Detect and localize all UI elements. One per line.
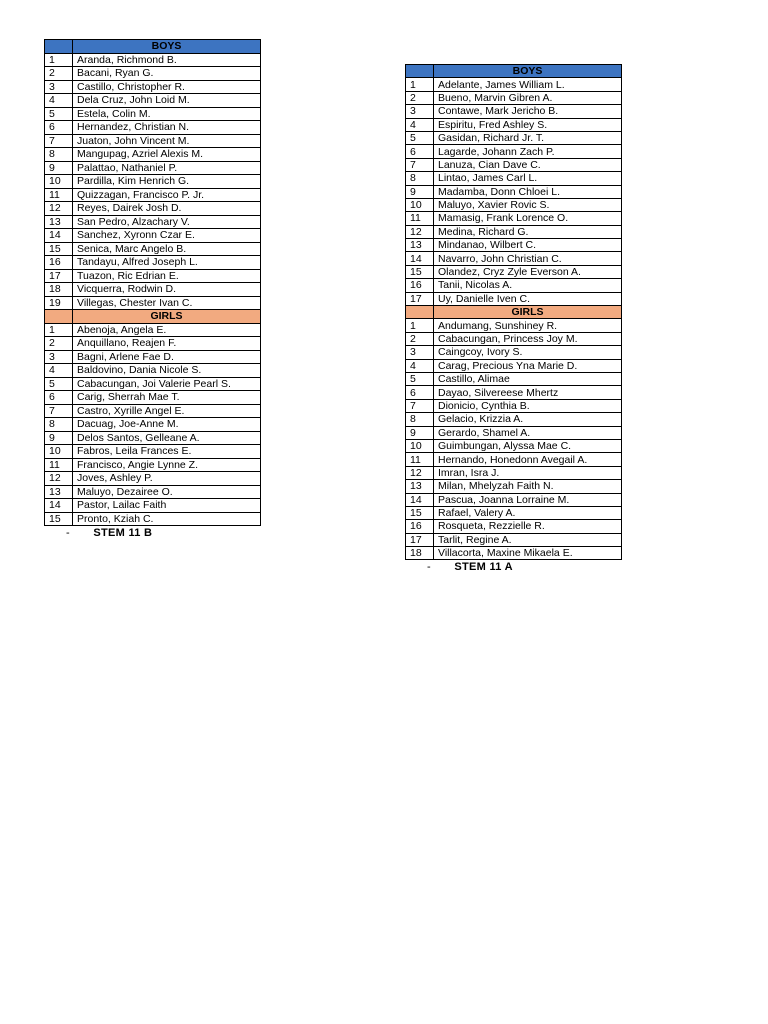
student-name: Andumang, Sunshiney R. bbox=[434, 319, 622, 332]
student-name: Pascua, Joanna Lorraine M. bbox=[434, 493, 622, 506]
student-name: Bueno, Marvin Gibren A. bbox=[434, 91, 622, 104]
student-name: Dionicio, Cynthia B. bbox=[434, 399, 622, 412]
student-name: Maluyo, Dezairee O. bbox=[73, 485, 261, 499]
student-name: Gelacio, Krizzia A. bbox=[434, 413, 622, 426]
student-number: 16 bbox=[406, 520, 434, 533]
student-row bbox=[406, 212, 622, 225]
student-number: 10 bbox=[406, 439, 434, 452]
student-row bbox=[406, 359, 622, 372]
student-name: Juaton, John Vincent M. bbox=[73, 134, 261, 148]
student-number: 12 bbox=[45, 202, 73, 216]
student-row bbox=[45, 67, 261, 81]
student-number: 11 bbox=[406, 212, 434, 225]
student-number: 14 bbox=[406, 252, 434, 265]
student-row bbox=[45, 364, 261, 378]
student-row bbox=[45, 256, 261, 270]
student-number: 5 bbox=[406, 131, 434, 144]
student-number: 3 bbox=[406, 105, 434, 118]
student-name: San Pedro, Alzachary V. bbox=[73, 215, 261, 229]
student-name: Gerardo, Shamel A. bbox=[434, 426, 622, 439]
student-name: Caingcoy, Ivory S. bbox=[434, 346, 622, 359]
header-number-cell bbox=[406, 306, 434, 319]
student-number: 9 bbox=[45, 161, 73, 175]
girls-header: GIRLS bbox=[434, 306, 622, 319]
student-number: 1 bbox=[406, 78, 434, 91]
student-number: 9 bbox=[45, 431, 73, 445]
student-number: 2 bbox=[406, 91, 434, 104]
student-number: 7 bbox=[45, 134, 73, 148]
student-number: 1 bbox=[45, 53, 73, 67]
student-row bbox=[406, 332, 622, 345]
student-row bbox=[45, 472, 261, 486]
girls-header-row bbox=[406, 306, 622, 319]
student-number: 17 bbox=[406, 533, 434, 546]
student-name: Aranda, Richmond B. bbox=[73, 53, 261, 67]
student-number: 2 bbox=[45, 67, 73, 81]
student-number: 6 bbox=[406, 145, 434, 158]
student-row bbox=[406, 78, 622, 91]
student-name: Navarro, John Christian C. bbox=[434, 252, 622, 265]
student-name: Rafael, Valery A. bbox=[434, 506, 622, 519]
student-name: Dela Cruz, John Loid M. bbox=[73, 94, 261, 108]
student-number: 13 bbox=[45, 215, 73, 229]
student-number: 14 bbox=[45, 229, 73, 243]
student-row bbox=[45, 296, 261, 310]
student-number: 6 bbox=[45, 391, 73, 405]
student-name: Adelante, James William L. bbox=[434, 78, 622, 91]
student-number: 7 bbox=[406, 158, 434, 171]
student-name: Villegas, Chester Ivan C. bbox=[73, 296, 261, 310]
student-name: Carag, Precious Yna Marie D. bbox=[434, 359, 622, 372]
student-number: 6 bbox=[406, 386, 434, 399]
student-row bbox=[406, 493, 622, 506]
boys-header: BOYS bbox=[73, 40, 261, 54]
student-number: 15 bbox=[45, 242, 73, 256]
student-name: Delos Santos, Gelleane A. bbox=[73, 431, 261, 445]
student-row bbox=[45, 53, 261, 67]
student-name: Castillo, Christopher R. bbox=[73, 80, 261, 94]
student-row bbox=[45, 202, 261, 216]
student-name: Tarlit, Regine A. bbox=[434, 533, 622, 546]
student-name: Olandez, Cryz Zyle Everson A. bbox=[434, 265, 622, 278]
student-row bbox=[45, 485, 261, 499]
student-row bbox=[406, 185, 622, 198]
student-row bbox=[406, 506, 622, 519]
student-number: 5 bbox=[45, 377, 73, 391]
student-row bbox=[406, 399, 622, 412]
student-row bbox=[406, 198, 622, 211]
student-row bbox=[45, 121, 261, 135]
student-row bbox=[406, 265, 622, 278]
student-row bbox=[406, 91, 622, 104]
student-number: 9 bbox=[406, 426, 434, 439]
student-row bbox=[406, 466, 622, 479]
student-number: 1 bbox=[406, 319, 434, 332]
student-name: Palattao, Nathaniel P. bbox=[73, 161, 261, 175]
student-number: 3 bbox=[45, 350, 73, 364]
student-name: Mindanao, Wilbert C. bbox=[434, 239, 622, 252]
boys-header-row bbox=[45, 40, 261, 54]
student-number: 1 bbox=[45, 323, 73, 337]
student-number: 2 bbox=[406, 332, 434, 345]
student-name: Carig, Sherrah Mae T. bbox=[73, 391, 261, 405]
student-number: 15 bbox=[406, 265, 434, 278]
student-row bbox=[406, 533, 622, 546]
student-name: Guimbungan, Alyssa Mae C. bbox=[434, 439, 622, 452]
boys-header-row bbox=[406, 65, 622, 78]
student-number: 12 bbox=[45, 472, 73, 486]
student-number: 12 bbox=[406, 225, 434, 238]
student-row bbox=[45, 242, 261, 256]
student-row bbox=[45, 269, 261, 283]
roster-table bbox=[405, 64, 622, 560]
student-number: 11 bbox=[45, 188, 73, 202]
student-name: Sanchez, Xyronn Czar E. bbox=[73, 229, 261, 243]
student-name: Contawe, Mark Jericho B. bbox=[434, 105, 622, 118]
student-row bbox=[406, 520, 622, 533]
student-row bbox=[406, 145, 622, 158]
student-name: Dacuag, Joe-Anne M. bbox=[73, 418, 261, 432]
student-row bbox=[45, 148, 261, 162]
student-row bbox=[406, 439, 622, 452]
student-number: 11 bbox=[406, 453, 434, 466]
student-name: Mangupag, Azriel Alexis M. bbox=[73, 148, 261, 162]
student-number: 13 bbox=[406, 239, 434, 252]
student-number: 15 bbox=[45, 512, 73, 526]
caption-dash: - bbox=[427, 561, 431, 574]
student-row bbox=[406, 386, 622, 399]
student-number: 11 bbox=[45, 458, 73, 472]
student-name: Fabros, Leila Frances E. bbox=[73, 445, 261, 459]
student-number: 4 bbox=[45, 94, 73, 108]
header-number-cell bbox=[45, 310, 73, 324]
student-name: Tanii, Nicolas A. bbox=[434, 279, 622, 292]
student-name: Pardilla, Kim Henrich G. bbox=[73, 175, 261, 189]
student-number: 18 bbox=[45, 283, 73, 297]
student-name: Francisco, Angie Lynne Z. bbox=[73, 458, 261, 472]
student-number: 5 bbox=[45, 107, 73, 121]
student-row bbox=[406, 252, 622, 265]
section-caption bbox=[405, 561, 622, 573]
section-name: STEM 11 B bbox=[93, 527, 153, 539]
student-name: Bagni, Arlene Fae D. bbox=[73, 350, 261, 364]
student-name: Reyes, Dairek Josh D. bbox=[73, 202, 261, 216]
student-row bbox=[406, 319, 622, 332]
student-row bbox=[406, 480, 622, 493]
student-name: Bacani, Ryan G. bbox=[73, 67, 261, 81]
student-number: 19 bbox=[45, 296, 73, 310]
student-number: 4 bbox=[406, 118, 434, 131]
student-name: Lintao, James Carl L. bbox=[434, 172, 622, 185]
student-row bbox=[406, 453, 622, 466]
student-number: 10 bbox=[406, 198, 434, 211]
student-name: Estela, Colin M. bbox=[73, 107, 261, 121]
student-number: 4 bbox=[45, 364, 73, 378]
student-name: Tandayu, Alfred Joseph L. bbox=[73, 256, 261, 270]
student-number: 3 bbox=[406, 346, 434, 359]
student-number: 2 bbox=[45, 337, 73, 351]
student-number: 8 bbox=[406, 172, 434, 185]
student-number: 16 bbox=[45, 256, 73, 270]
roster-table bbox=[44, 39, 261, 526]
student-number: 5 bbox=[406, 372, 434, 385]
header-number-cell bbox=[45, 40, 73, 54]
student-row bbox=[45, 404, 261, 418]
student-row bbox=[406, 413, 622, 426]
student-row bbox=[406, 172, 622, 185]
student-name: Medina, Richard G. bbox=[434, 225, 622, 238]
header-number-cell bbox=[406, 65, 434, 78]
student-row bbox=[406, 239, 622, 252]
student-row bbox=[45, 80, 261, 94]
student-row bbox=[406, 105, 622, 118]
student-name: Espiritu, Fred Ashley S. bbox=[434, 118, 622, 131]
student-name: Cabacungan, Joi Valerie Pearl S. bbox=[73, 377, 261, 391]
student-row bbox=[45, 445, 261, 459]
roster-stem-11-b bbox=[44, 39, 261, 539]
student-row bbox=[45, 107, 261, 121]
student-row bbox=[45, 391, 261, 405]
student-number: 6 bbox=[45, 121, 73, 135]
student-number: 18 bbox=[406, 547, 434, 560]
student-row bbox=[45, 418, 261, 432]
student-row bbox=[406, 547, 622, 560]
student-name: Madamba, Donn Chloei L. bbox=[434, 185, 622, 198]
student-row bbox=[406, 158, 622, 171]
student-name: Milan, Mhelyzah Faith N. bbox=[434, 480, 622, 493]
student-row bbox=[45, 337, 261, 351]
roster-stem-11-a bbox=[405, 64, 622, 573]
student-number: 16 bbox=[406, 279, 434, 292]
student-number: 15 bbox=[406, 506, 434, 519]
student-row bbox=[45, 377, 261, 391]
student-row bbox=[45, 458, 261, 472]
student-name: Mamasig, Frank Lorence O. bbox=[434, 212, 622, 225]
student-row bbox=[45, 229, 261, 243]
caption-dash: - bbox=[66, 527, 70, 539]
student-row bbox=[406, 292, 622, 305]
student-number: 8 bbox=[45, 418, 73, 432]
girls-header: GIRLS bbox=[73, 310, 261, 324]
student-number: 10 bbox=[45, 445, 73, 459]
student-number: 13 bbox=[45, 485, 73, 499]
student-row bbox=[45, 175, 261, 189]
student-number: 7 bbox=[45, 404, 73, 418]
student-row bbox=[406, 346, 622, 359]
student-name: Vicquerra, Rodwin D. bbox=[73, 283, 261, 297]
student-row bbox=[45, 499, 261, 513]
student-row bbox=[406, 118, 622, 131]
student-row bbox=[45, 161, 261, 175]
student-row bbox=[45, 350, 261, 364]
student-name: Castillo, Alimae bbox=[434, 372, 622, 385]
student-name: Joves, Ashley P. bbox=[73, 472, 261, 486]
boys-header: BOYS bbox=[434, 65, 622, 78]
student-number: 17 bbox=[406, 292, 434, 305]
student-row bbox=[45, 323, 261, 337]
student-row bbox=[45, 188, 261, 202]
student-number: 4 bbox=[406, 359, 434, 372]
student-row bbox=[45, 431, 261, 445]
student-row bbox=[406, 225, 622, 238]
student-name: Quizzagan, Francisco P. Jr. bbox=[73, 188, 261, 202]
student-row bbox=[406, 372, 622, 385]
student-row bbox=[45, 215, 261, 229]
student-name: Rosqueta, Rezzielle R. bbox=[434, 520, 622, 533]
student-name: Lagarde, Johann Zach P. bbox=[434, 145, 622, 158]
student-row bbox=[45, 134, 261, 148]
student-name: Dayao, Silvereese Mhertz bbox=[434, 386, 622, 399]
student-number: 3 bbox=[45, 80, 73, 94]
student-name: Tuazon, Ric Edrian E. bbox=[73, 269, 261, 283]
student-row bbox=[45, 283, 261, 297]
girls-header-row bbox=[45, 310, 261, 324]
student-name: Villacorta, Maxine Mikaela E. bbox=[434, 547, 622, 560]
student-name: Baldovino, Dania Nicole S. bbox=[73, 364, 261, 378]
student-number: 17 bbox=[45, 269, 73, 283]
student-name: Castro, Xyrille Angel E. bbox=[73, 404, 261, 418]
student-name: Lanuza, Cian Dave C. bbox=[434, 158, 622, 171]
student-number: 8 bbox=[406, 413, 434, 426]
student-name: Uy, Danielle Iven C. bbox=[434, 292, 622, 305]
student-name: Gasidan, Richard Jr. T. bbox=[434, 131, 622, 144]
section-caption bbox=[44, 527, 261, 539]
student-name: Anquillano, Reajen F. bbox=[73, 337, 261, 351]
student-name: Imran, Isra J. bbox=[434, 466, 622, 479]
student-row bbox=[45, 512, 261, 526]
student-number: 7 bbox=[406, 399, 434, 412]
student-name: Pronto, Kziah C. bbox=[73, 512, 261, 526]
student-number: 13 bbox=[406, 480, 434, 493]
section-name: STEM 11 A bbox=[454, 561, 513, 574]
student-name: Hernandez, Christian N. bbox=[73, 121, 261, 135]
student-number: 14 bbox=[45, 499, 73, 513]
student-row bbox=[406, 279, 622, 292]
student-name: Cabacungan, Princess Joy M. bbox=[434, 332, 622, 345]
student-number: 14 bbox=[406, 493, 434, 506]
student-name: Senica, Marc Angelo B. bbox=[73, 242, 261, 256]
student-name: Maluyo, Xavier Rovic S. bbox=[434, 198, 622, 211]
student-row bbox=[406, 131, 622, 144]
student-name: Hernando, Honedonn Avegail A. bbox=[434, 453, 622, 466]
student-row bbox=[406, 426, 622, 439]
student-name: Abenoja, Angela E. bbox=[73, 323, 261, 337]
student-number: 12 bbox=[406, 466, 434, 479]
student-row bbox=[45, 94, 261, 108]
student-number: 8 bbox=[45, 148, 73, 162]
student-number: 9 bbox=[406, 185, 434, 198]
student-name: Pastor, Lailac Faith bbox=[73, 499, 261, 513]
student-number: 10 bbox=[45, 175, 73, 189]
